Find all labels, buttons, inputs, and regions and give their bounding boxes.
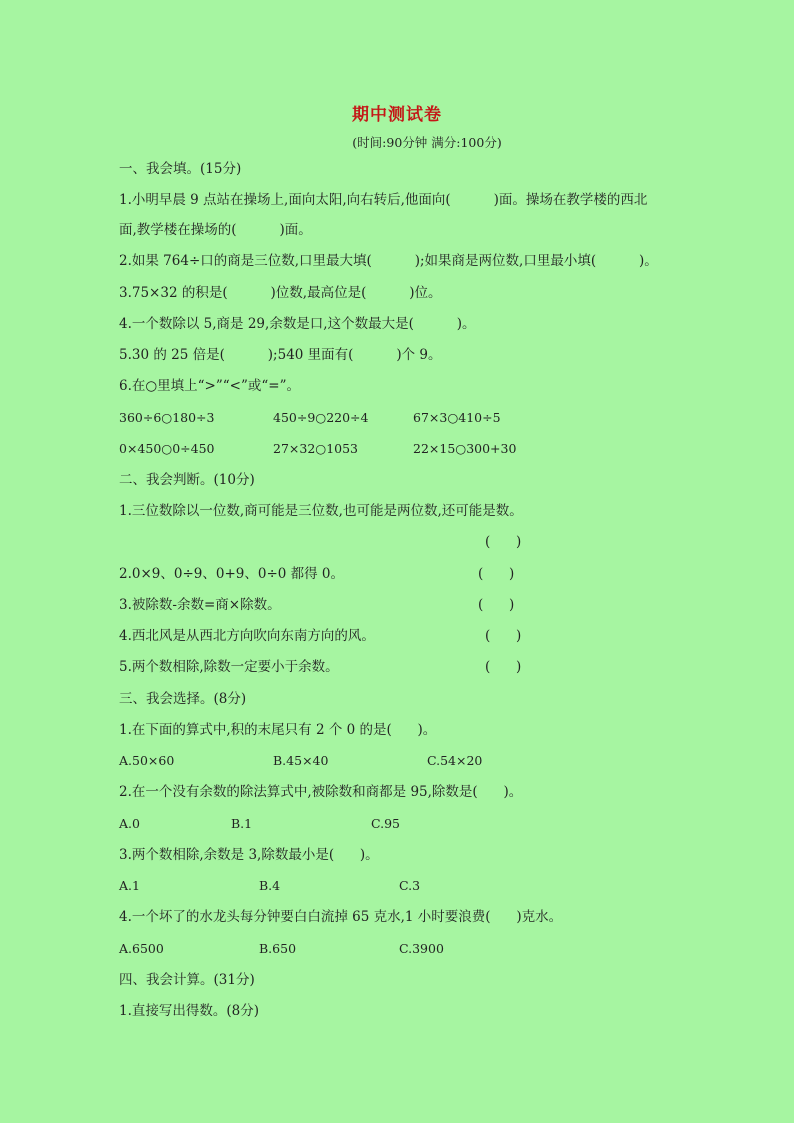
answer-paren: ( )	[485, 628, 522, 644]
s1-q1-line1: 1.小明早晨 9 点站在操场上,面向太阳,向右转后,他面向( )面。操场在教学楼的西北	[119, 192, 648, 208]
s2-q5: 5.两个数相除,除数一定要小于余数。	[119, 659, 339, 675]
option-b: B.4	[259, 878, 281, 893]
section1-heading: 一、我会填。(15分)	[119, 161, 242, 177]
option-a: A.6500	[119, 941, 164, 956]
section4-heading: 四、我会计算。(31分)	[119, 972, 255, 988]
option-c: C.54×20	[427, 753, 483, 768]
s2-q4: 4.西北风是从西北方向吹向东南方向的风。	[119, 628, 375, 644]
compare-item: 67×3○410÷5	[413, 410, 501, 425]
exam-info: (时间:90分钟 满分:100分)	[352, 135, 502, 150]
s1-q3: 3.75×32 的积是( )位数,最高位是( )位。	[119, 285, 442, 301]
compare-item: 450÷9○220÷4	[273, 410, 369, 425]
option-b: B.45×40	[273, 753, 329, 768]
section2-heading: 二、我会判断。(10分)	[119, 472, 255, 488]
answer-paren: ( )	[478, 566, 515, 582]
s2-q3: 3.被除数-余数=商×除数。	[119, 597, 281, 613]
s4-q1: 1.直接写出得数。(8分)	[119, 1003, 260, 1019]
compare-item: 0×450○0÷450	[119, 441, 215, 456]
section3-heading: 三、我会选择。(8分)	[119, 691, 247, 707]
option-a: A.50×60	[119, 753, 175, 768]
compare-item: 27×32○1053	[273, 441, 359, 456]
answer-paren: ( )	[478, 597, 515, 613]
answer-paren: ( )	[485, 659, 522, 675]
compare-item: 22×15○300+30	[413, 441, 517, 456]
s1-q2: 2.如果 764÷口的商是三位数,口里最大填( );如果商是两位数,口里最小填( )。	[119, 253, 658, 269]
s1-q1-line2: 面,教学楼在操场的( )面。	[119, 222, 312, 238]
option-c: C.3900	[399, 941, 444, 956]
page-title: 期中测试卷	[352, 105, 442, 125]
answer-paren: ( )	[485, 534, 522, 550]
option-a: A.0	[119, 816, 140, 831]
s3-q4: 4.一个坏了的水龙头每分钟要白白流掉 65 克水,1 小时要浪费( )克水。	[119, 909, 563, 925]
compare-item: 360÷6○180÷3	[119, 410, 215, 425]
s2-q2: 2.0×9、0÷9、0+9、0÷0 都得 0。	[119, 566, 345, 582]
option-c: C.3	[399, 878, 421, 893]
option-b: B.650	[259, 941, 297, 956]
s1-q4: 4.一个数除以 5,商是 29,余数是口,这个数最大是( )。	[119, 316, 476, 332]
s1-q5: 5.30 的 25 倍是( );540 里面有( )个 9。	[119, 347, 442, 363]
s3-q3: 3.两个数相除,余数是 3,除数最小是( )。	[119, 847, 379, 863]
s3-q1: 1.在下面的算式中,积的末尾只有 2 个 0 的是( )。	[119, 722, 437, 738]
s3-q2: 2.在一个没有余数的除法算式中,被除数和商都是 95,除数是( )。	[119, 784, 523, 800]
s1-q6: 6.在○里填上“>”“<”或“=”。	[119, 378, 301, 394]
option-c: C.95	[371, 816, 400, 831]
option-a: A.1	[119, 878, 140, 893]
s2-q1: 1.三位数除以一位数,商可能是三位数,也可能是两位数,还可能是数。	[119, 503, 523, 519]
option-b: B.1	[231, 816, 253, 831]
